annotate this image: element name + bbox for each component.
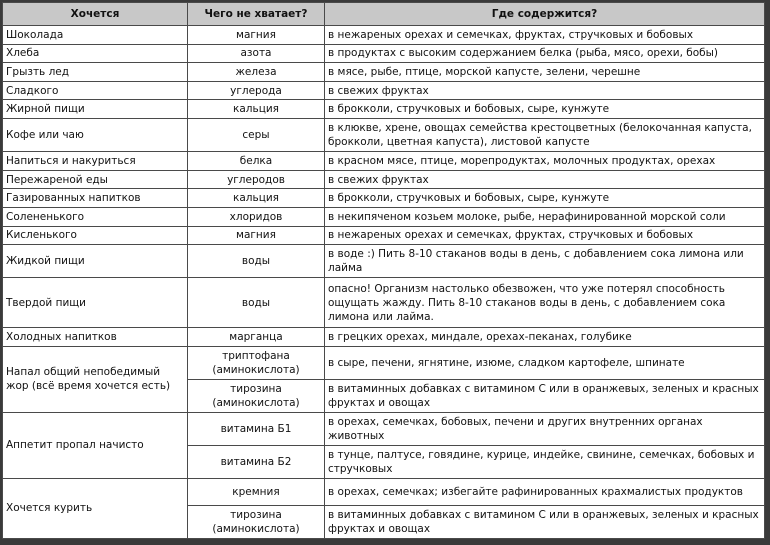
source-cell: в мясе, рыбе, птице, морской капусте, зелени, черешне: [325, 63, 765, 82]
header-lacking: Чего не хватает?: [188, 3, 325, 26]
lacking-cell: хлоридов: [188, 207, 325, 226]
lacking-cell: серы: [188, 119, 325, 152]
header-source: Где содержится?: [325, 3, 765, 26]
craving-group-cell: Аппетит пропал начисто: [3, 412, 188, 478]
source-cell: в сыре, печени, ягнятине, изюме, сладком картофеле, шпинате: [325, 346, 765, 379]
craving-cell: Газированных напитков: [3, 189, 188, 208]
table-row: [3, 170, 765, 189]
lacking-cell: тирозина (аминокислота): [188, 379, 325, 412]
craving-cell: Хлеба: [3, 44, 188, 63]
craving-cell: Грызть лед: [3, 63, 188, 82]
source-cell: в свежих фруктах: [325, 81, 765, 100]
table-row: [3, 63, 765, 82]
source-cell: в орехах, семечках; избегайте рафинированных крахмалистых продуктов: [325, 478, 765, 505]
lacking-cell: кремния: [188, 478, 325, 505]
table-row: [3, 189, 765, 208]
table-row: [3, 226, 765, 245]
source-cell: в витаминных добавках с витамином С или в оранжевых, зеленых и красных фруктах и овощах: [325, 379, 765, 412]
source-cell: в брокколи, стручковых и бобовых, сыре, кунжуте: [325, 100, 765, 119]
table-row: [3, 152, 765, 171]
table-row: [3, 278, 765, 328]
craving-group-cell: Хочется курить: [3, 478, 188, 538]
lacking-cell: железа: [188, 63, 325, 82]
source-cell: в тунце, палтусе, говядине, курице, индейке, свинине, семечках, бобовых и стручковых: [325, 445, 765, 478]
source-cell: в грецких орехах, миндале, орехах-пеканах, голубике: [325, 327, 765, 346]
table-row: [3, 327, 765, 346]
craving-group-cell: Напал общий непобедимый жор (всё время хочется есть): [3, 346, 188, 412]
craving-cell: Жидкой пищи: [3, 245, 188, 278]
table-row: [3, 478, 765, 505]
lacking-cell: витамина Б1: [188, 412, 325, 445]
lacking-cell: азота: [188, 44, 325, 63]
table-row: [3, 81, 765, 100]
source-cell: в некипяченом козьем молоке, рыбе, нерафинированной морской соли: [325, 207, 765, 226]
source-cell: в брокколи, стручковых и бобовых, сыре, кунжуте: [325, 189, 765, 208]
lacking-cell: воды: [188, 245, 325, 278]
craving-cell: Шоколада: [3, 26, 188, 45]
table-row: [3, 207, 765, 226]
lacking-cell: углерода: [188, 81, 325, 100]
table-row: [3, 44, 765, 63]
craving-cell: Твердой пищи: [3, 278, 188, 328]
lacking-cell: кальция: [188, 189, 325, 208]
craving-cell: Жирной пищи: [3, 100, 188, 119]
table-row: [3, 26, 765, 45]
lacking-cell: углеродов: [188, 170, 325, 189]
source-cell: в нежареных орехах и семечках, фруктах, стручковых и бобовых: [325, 26, 765, 45]
lacking-cell: магния: [188, 226, 325, 245]
table-row: [3, 245, 765, 278]
craving-cell: Сладкого: [3, 81, 188, 100]
header-craving: Хочется: [3, 3, 188, 26]
source-cell: в свежих фруктах: [325, 170, 765, 189]
lacking-cell: витамина Б2: [188, 445, 325, 478]
source-cell: в красном мясе, птице, морепродуктах, молочных продуктах, орехах: [325, 152, 765, 171]
lacking-cell: магния: [188, 26, 325, 45]
lacking-cell: кальция: [188, 100, 325, 119]
source-cell: в витаминных добавках с витамином С или в оранжевых, зеленых и красных фруктах и овощах: [325, 505, 765, 538]
table-row: [3, 412, 765, 445]
table-row: [3, 119, 765, 152]
source-cell: в нежареных орехах и семечках, фруктах, стручковых и бобовых: [325, 226, 765, 245]
header-row: [3, 3, 765, 26]
source-cell: в орехах, семечках, бобовых, печени и других внутренних органах животных: [325, 412, 765, 445]
table-row: [3, 100, 765, 119]
lacking-cell: тирозина (аминокислота): [188, 505, 325, 538]
source-cell: в воде :) Пить 8-10 стаканов воды в день, с добавлением сока лимона или лайма: [325, 245, 765, 278]
craving-cell: Холодных напитков: [3, 327, 188, 346]
source-cell: в продуктах с высоким содержанием белка (рыба, мясо, орехи, бобы): [325, 44, 765, 63]
table-row: [3, 346, 765, 379]
craving-cell: Кофе или чаю: [3, 119, 188, 152]
craving-cell: Кисленького: [3, 226, 188, 245]
lacking-cell: воды: [188, 278, 325, 328]
cravings-table: [2, 2, 765, 539]
craving-cell: Солененького: [3, 207, 188, 226]
lacking-cell: триптофана (аминокислота): [188, 346, 325, 379]
lacking-cell: марганца: [188, 327, 325, 346]
source-cell: опасно! Организм настолько обезвожен, что уже потерял способность ощущать жажду. Пить 8-10 стаканов воды в день, с добавлением сока лимона или лайма.: [325, 278, 765, 328]
craving-cell: Напиться и накуриться: [3, 152, 188, 171]
source-cell: в клюкве, хрене, овощах семейства крестоцветных (белокочанная капуста, брокколи, цветная капуста), листовой капусте: [325, 119, 765, 152]
craving-cell: Пережареной еды: [3, 170, 188, 189]
lacking-cell: белка: [188, 152, 325, 171]
